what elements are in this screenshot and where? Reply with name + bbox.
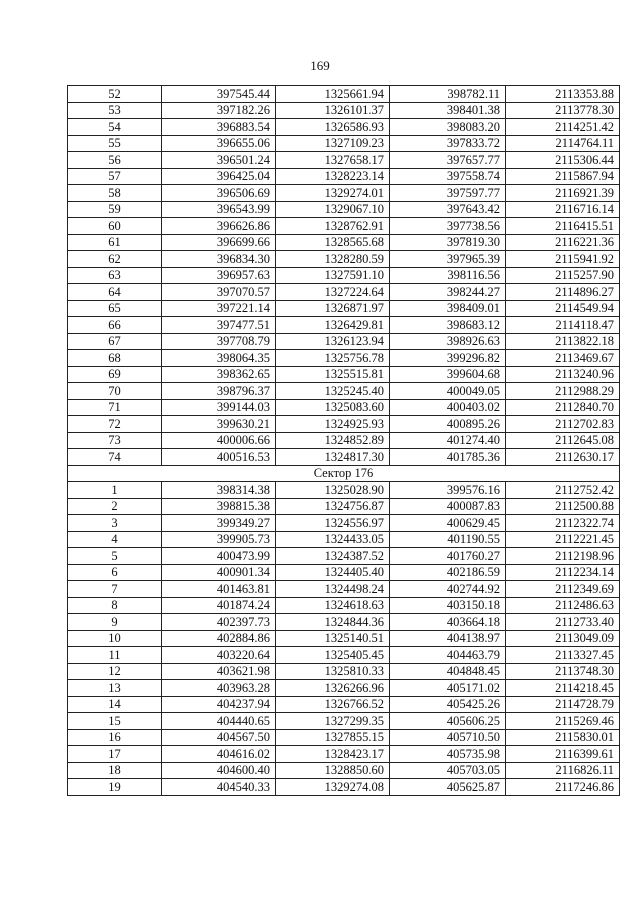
coordinate-cell: 2113240.96 <box>506 366 620 383</box>
table-row <box>68 399 620 416</box>
coordinate-cell: 1325756.78 <box>276 350 390 367</box>
coordinate-cell: 1328280.59 <box>276 251 390 268</box>
coordinate-cell: 2116415.51 <box>506 218 620 235</box>
point-number-cell: 54 <box>68 119 162 136</box>
table-row <box>68 135 620 152</box>
coordinate-cell: 398116.56 <box>390 267 506 284</box>
coordinate-cell: 2114218.45 <box>506 680 620 697</box>
coordinate-cell: 398926.63 <box>390 333 506 350</box>
coordinate-cell: 398683.12 <box>390 317 506 334</box>
point-number-cell: 70 <box>68 383 162 400</box>
coordinate-cell: 398314.38 <box>162 482 276 499</box>
table-row <box>68 168 620 185</box>
table-row <box>68 597 620 614</box>
coordinate-cell: 399905.73 <box>162 531 276 548</box>
point-number-cell: 17 <box>68 746 162 763</box>
sector-row <box>68 465 620 482</box>
coordinate-cell: 405625.87 <box>390 779 506 796</box>
point-number-cell: 11 <box>68 647 162 664</box>
table-row <box>68 531 620 548</box>
point-number-cell: 56 <box>68 152 162 169</box>
coordinate-cell: 2116826.11 <box>506 762 620 779</box>
point-number-cell: 1 <box>68 482 162 499</box>
coordinate-cell: 2115257.90 <box>506 267 620 284</box>
coordinate-cell: 400473.99 <box>162 548 276 565</box>
coordinate-cell: 398796.37 <box>162 383 276 400</box>
coordinate-cell: 1324618.63 <box>276 597 390 614</box>
coordinate-cell: 1325405.45 <box>276 647 390 664</box>
coordinate-cell: 2112322.74 <box>506 515 620 532</box>
coordinate-cell: 2112234.14 <box>506 564 620 581</box>
coordinate-cell: 2113822.18 <box>506 333 620 350</box>
coordinate-cell: 2115830.01 <box>506 729 620 746</box>
coordinate-cell: 2112752.42 <box>506 482 620 499</box>
coordinate-cell: 397545.44 <box>162 86 276 103</box>
point-number-cell: 63 <box>68 267 162 284</box>
coordinate-cell: 399144.03 <box>162 399 276 416</box>
coordinate-cell: 2115941.92 <box>506 251 620 268</box>
coordinate-cell: 2112645.08 <box>506 432 620 449</box>
coordinate-cell: 405425.26 <box>390 696 506 713</box>
coordinate-cell: 404600.40 <box>162 762 276 779</box>
page-number: 169 <box>310 58 330 73</box>
coordinate-cell: 1326429.81 <box>276 317 390 334</box>
point-number-cell: 74 <box>68 449 162 466</box>
point-number-cell: 60 <box>68 218 162 235</box>
point-number-cell: 64 <box>68 284 162 301</box>
table-body-after-sector <box>68 482 620 796</box>
coordinate-cell: 400629.45 <box>390 515 506 532</box>
coordinate-cell: 400901.34 <box>162 564 276 581</box>
coordinate-cell: 403220.64 <box>162 647 276 664</box>
coordinate-cell: 1328762.91 <box>276 218 390 235</box>
coordinate-cell: 405171.02 <box>390 680 506 697</box>
coordinate-cell: 1328850.60 <box>276 762 390 779</box>
table-row <box>68 449 620 466</box>
table-row <box>68 333 620 350</box>
table-row <box>68 284 620 301</box>
coordinate-cell: 1327299.35 <box>276 713 390 730</box>
point-number-cell: 57 <box>68 168 162 185</box>
table-row <box>68 762 620 779</box>
coordinate-cell: 1326101.37 <box>276 102 390 119</box>
coordinate-cell: 1325140.51 <box>276 630 390 647</box>
coordinate-cell: 2112733.40 <box>506 614 620 631</box>
point-number-cell: 67 <box>68 333 162 350</box>
point-number-cell: 18 <box>68 762 162 779</box>
coordinate-cell: 1324433.05 <box>276 531 390 548</box>
coordinate-cell: 397070.57 <box>162 284 276 301</box>
coordinate-cell: 2116221.36 <box>506 234 620 251</box>
table-row <box>68 746 620 763</box>
coordinate-cell: 2115867.94 <box>506 168 620 185</box>
coordinate-cell: 400087.83 <box>390 498 506 515</box>
point-number-cell: 16 <box>68 729 162 746</box>
coordinate-cell: 404138.97 <box>390 630 506 647</box>
coordinate-cell: 396425.04 <box>162 168 276 185</box>
coordinate-cell: 398782.11 <box>390 86 506 103</box>
table-body-before-sector <box>68 86 620 466</box>
coordinate-cell: 1328223.14 <box>276 168 390 185</box>
table-row <box>68 515 620 532</box>
coordinate-cell: 405703.05 <box>390 762 506 779</box>
coordinate-cell: 404848.45 <box>390 663 506 680</box>
table-row <box>68 713 620 730</box>
table-row <box>68 218 620 235</box>
coordinate-cell: 2117246.86 <box>506 779 620 796</box>
coordinate-cell: 2113778.30 <box>506 102 620 119</box>
coordinate-cell: 2112198.96 <box>506 548 620 565</box>
table-row <box>68 234 620 251</box>
table-row <box>68 251 620 268</box>
point-number-cell: 5 <box>68 548 162 565</box>
coordinate-cell: 2112988.29 <box>506 383 620 400</box>
table-row <box>68 779 620 796</box>
coordinate-cell: 397657.77 <box>390 152 506 169</box>
coordinate-cell: 401274.40 <box>390 432 506 449</box>
coordinate-cell: 1326123.94 <box>276 333 390 350</box>
sector-label: Сектор 176 <box>68 465 620 482</box>
coordinate-cell: 401785.36 <box>390 449 506 466</box>
point-number-cell: 61 <box>68 234 162 251</box>
table-row <box>68 86 620 103</box>
point-number-cell: 3 <box>68 515 162 532</box>
coordinate-cell: 402744.92 <box>390 581 506 598</box>
point-number-cell: 72 <box>68 416 162 433</box>
coordinate-cell: 2114549.94 <box>506 300 620 317</box>
point-number-cell: 8 <box>68 597 162 614</box>
coordinate-cell: 2112349.69 <box>506 581 620 598</box>
point-number-cell: 53 <box>68 102 162 119</box>
point-number-cell: 73 <box>68 432 162 449</box>
table-row <box>68 317 620 334</box>
coordinate-cell: 2112486.63 <box>506 597 620 614</box>
coordinate-cell: 400403.02 <box>390 399 506 416</box>
coordinate-cell: 1324556.97 <box>276 515 390 532</box>
table-row <box>68 482 620 499</box>
coordinate-cell: 1327224.64 <box>276 284 390 301</box>
table-row <box>68 350 620 367</box>
coordinate-cell: 397833.72 <box>390 135 506 152</box>
coordinate-cell: 402884.86 <box>162 630 276 647</box>
coordinate-cell: 1326586.93 <box>276 119 390 136</box>
coordinate-cell: 400049.05 <box>390 383 506 400</box>
table-row <box>68 498 620 515</box>
coordinate-cell: 1324844.36 <box>276 614 390 631</box>
coordinate-cell: 2116716.14 <box>506 201 620 218</box>
table-row <box>68 201 620 218</box>
coordinate-cell: 2114896.27 <box>506 284 620 301</box>
coordinate-cell: 397182.26 <box>162 102 276 119</box>
coordinate-cell: 397708.79 <box>162 333 276 350</box>
coordinate-cell: 399576.16 <box>390 482 506 499</box>
point-number-cell: 15 <box>68 713 162 730</box>
coordinate-cell: 1326766.52 <box>276 696 390 713</box>
coordinate-cell: 401190.55 <box>390 531 506 548</box>
table-row <box>68 696 620 713</box>
point-number-cell: 12 <box>68 663 162 680</box>
coordinate-cell: 2112840.70 <box>506 399 620 416</box>
point-number-cell: 9 <box>68 614 162 631</box>
coordinate-cell: 399630.21 <box>162 416 276 433</box>
point-number-cell: 14 <box>68 696 162 713</box>
coordinate-cell: 404237.94 <box>162 696 276 713</box>
coordinate-cell: 1325661.94 <box>276 86 390 103</box>
coordinate-cell: 396699.66 <box>162 234 276 251</box>
coordinate-cell: 1324817.30 <box>276 449 390 466</box>
coordinate-cell: 2113469.67 <box>506 350 620 367</box>
coordinate-cell: 1325515.81 <box>276 366 390 383</box>
table-row <box>68 102 620 119</box>
coordinate-cell: 2114728.79 <box>506 696 620 713</box>
table-row <box>68 432 620 449</box>
coordinate-cell: 2114764.11 <box>506 135 620 152</box>
coordinate-cell: 2112500.88 <box>506 498 620 515</box>
coordinate-cell: 397221.14 <box>162 300 276 317</box>
coordinate-cell: 402186.59 <box>390 564 506 581</box>
coordinate-cell: 397738.56 <box>390 218 506 235</box>
coordinate-cell: 397643.42 <box>390 201 506 218</box>
coordinate-cell: 401463.81 <box>162 581 276 598</box>
sector-header <box>68 465 620 482</box>
point-number-cell: 52 <box>68 86 162 103</box>
coordinate-cell: 401874.24 <box>162 597 276 614</box>
coordinate-cell: 1327591.10 <box>276 267 390 284</box>
coordinate-cell: 398083.20 <box>390 119 506 136</box>
coordinate-cell: 2113353.88 <box>506 86 620 103</box>
table-row <box>68 581 620 598</box>
coordinate-cell: 404540.33 <box>162 779 276 796</box>
coordinate-cell: 403664.18 <box>390 614 506 631</box>
coordinate-cell: 2113327.45 <box>506 647 620 664</box>
table-row <box>68 185 620 202</box>
point-number-cell: 71 <box>68 399 162 416</box>
coordinate-cell: 2112630.17 <box>506 449 620 466</box>
coordinate-cell: 398401.38 <box>390 102 506 119</box>
coordinate-cell: 398064.35 <box>162 350 276 367</box>
coordinate-cell: 2113748.30 <box>506 663 620 680</box>
table-row <box>68 548 620 565</box>
coordinate-cell: 404567.50 <box>162 729 276 746</box>
table-row <box>68 647 620 664</box>
coordinate-cell: 404440.65 <box>162 713 276 730</box>
coordinate-cell: 1327658.17 <box>276 152 390 169</box>
coordinate-cell: 397477.51 <box>162 317 276 334</box>
point-number-cell: 4 <box>68 531 162 548</box>
coordinate-cell: 1328565.68 <box>276 234 390 251</box>
table-row <box>68 680 620 697</box>
table-row <box>68 152 620 169</box>
table-row <box>68 267 620 284</box>
coordinate-cell: 396834.30 <box>162 251 276 268</box>
coordinates-table <box>67 85 620 796</box>
coordinate-cell: 1328423.17 <box>276 746 390 763</box>
coordinate-cell: 1327109.23 <box>276 135 390 152</box>
point-number-cell: 10 <box>68 630 162 647</box>
coordinate-cell: 2114251.42 <box>506 119 620 136</box>
coordinate-cell: 1325083.60 <box>276 399 390 416</box>
point-number-cell: 55 <box>68 135 162 152</box>
coordinate-cell: 403963.28 <box>162 680 276 697</box>
coordinate-cell: 1327855.15 <box>276 729 390 746</box>
table-row <box>68 383 620 400</box>
coordinate-cell: 1324852.89 <box>276 432 390 449</box>
point-number-cell: 7 <box>68 581 162 598</box>
coordinate-cell: 399296.82 <box>390 350 506 367</box>
coordinate-cell: 398815.38 <box>162 498 276 515</box>
coordinate-cell: 396543.99 <box>162 201 276 218</box>
coordinate-cell: 2116921.39 <box>506 185 620 202</box>
table-row <box>68 614 620 631</box>
coordinate-cell: 398244.27 <box>390 284 506 301</box>
coordinate-cell: 397965.39 <box>390 251 506 268</box>
coordinate-cell: 2115269.46 <box>506 713 620 730</box>
coordinate-cell: 398409.01 <box>390 300 506 317</box>
table-row <box>68 564 620 581</box>
coordinate-cell: 403150.18 <box>390 597 506 614</box>
point-number-cell: 13 <box>68 680 162 697</box>
coordinate-cell: 1329067.10 <box>276 201 390 218</box>
coordinate-cell: 405606.25 <box>390 713 506 730</box>
point-number-cell: 69 <box>68 366 162 383</box>
table-row <box>68 729 620 746</box>
point-number-cell: 6 <box>68 564 162 581</box>
coordinate-cell: 1324498.24 <box>276 581 390 598</box>
table-row <box>68 416 620 433</box>
coordinate-cell: 404463.79 <box>390 647 506 664</box>
coordinate-cell: 397819.30 <box>390 234 506 251</box>
coordinate-cell: 1326871.97 <box>276 300 390 317</box>
coordinate-cell: 396626.86 <box>162 218 276 235</box>
coordinate-cell: 1325028.90 <box>276 482 390 499</box>
coordinate-cell: 2115306.44 <box>506 152 620 169</box>
coordinate-cell: 2112702.83 <box>506 416 620 433</box>
coordinate-cell: 2113049.09 <box>506 630 620 647</box>
table-row <box>68 300 620 317</box>
coordinate-cell: 400006.66 <box>162 432 276 449</box>
coordinate-cell: 405735.98 <box>390 746 506 763</box>
point-number-cell: 58 <box>68 185 162 202</box>
coordinate-cell: 1325245.40 <box>276 383 390 400</box>
coordinate-cell: 403621.98 <box>162 663 276 680</box>
point-number-cell: 2 <box>68 498 162 515</box>
point-number-cell: 66 <box>68 317 162 334</box>
point-number-cell: 62 <box>68 251 162 268</box>
coordinate-cell: 2112221.45 <box>506 531 620 548</box>
coordinate-cell: 1325810.33 <box>276 663 390 680</box>
table-row <box>68 663 620 680</box>
coordinate-cell: 1324387.52 <box>276 548 390 565</box>
point-number-cell: 65 <box>68 300 162 317</box>
point-number-cell: 68 <box>68 350 162 367</box>
coordinate-cell: 1324756.87 <box>276 498 390 515</box>
coordinate-cell: 399349.27 <box>162 515 276 532</box>
coordinate-cell: 402397.73 <box>162 614 276 631</box>
coordinate-cell: 2116399.61 <box>506 746 620 763</box>
coordinate-cell: 2114118.47 <box>506 317 620 334</box>
coordinate-cell: 396883.54 <box>162 119 276 136</box>
point-number-cell: 19 <box>68 779 162 796</box>
point-number-cell: 59 <box>68 201 162 218</box>
table-row <box>68 119 620 136</box>
coordinate-cell: 1329274.01 <box>276 185 390 202</box>
coordinate-cell: 397558.74 <box>390 168 506 185</box>
coordinate-cell: 405710.50 <box>390 729 506 746</box>
coordinate-cell: 396655.06 <box>162 135 276 152</box>
coordinate-cell: 1329274.08 <box>276 779 390 796</box>
coordinate-cell: 404616.02 <box>162 746 276 763</box>
coordinate-cell: 398362.65 <box>162 366 276 383</box>
coordinate-cell: 396506.69 <box>162 185 276 202</box>
coordinate-cell: 400895.26 <box>390 416 506 433</box>
coordinate-cell: 399604.68 <box>390 366 506 383</box>
table-row <box>68 366 620 383</box>
coordinate-cell: 396501.24 <box>162 152 276 169</box>
coordinate-cell: 397597.77 <box>390 185 506 202</box>
coordinate-cell: 1326266.96 <box>276 680 390 697</box>
table-row <box>68 630 620 647</box>
coordinate-cell: 401760.27 <box>390 548 506 565</box>
coordinate-cell: 1324405.40 <box>276 564 390 581</box>
coordinate-cell: 396957.63 <box>162 267 276 284</box>
coordinate-cell: 1324925.93 <box>276 416 390 433</box>
coordinate-cell: 400516.53 <box>162 449 276 466</box>
